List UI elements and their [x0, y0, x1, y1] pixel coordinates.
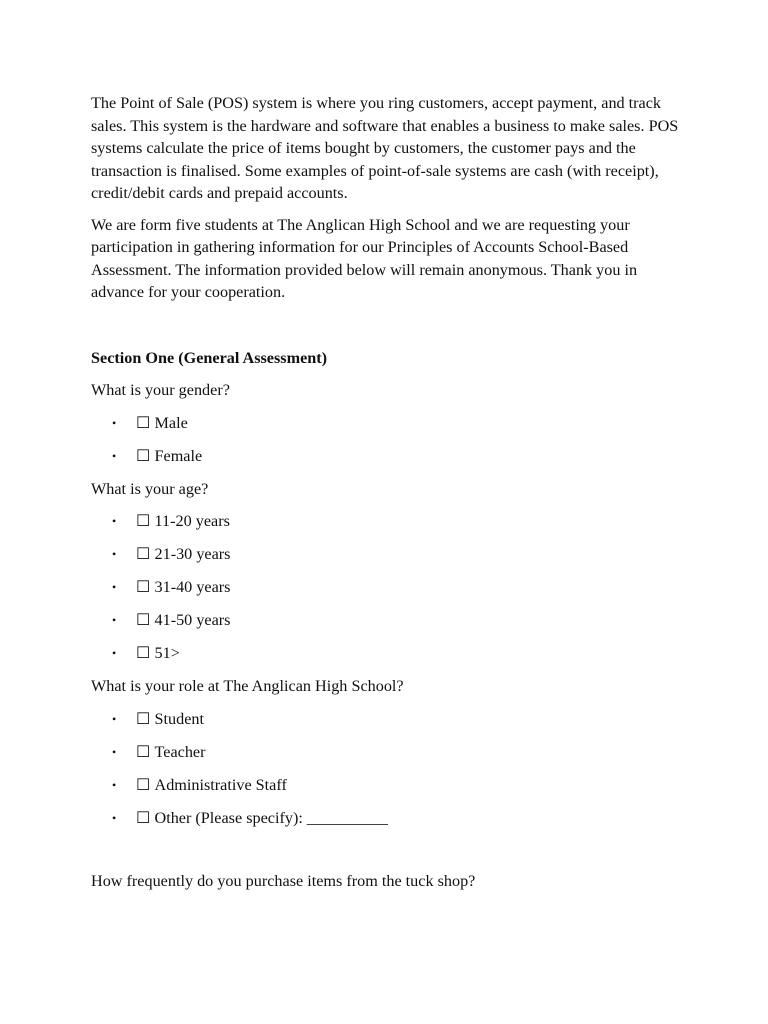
option-label: Administrative Staff — [154, 775, 287, 794]
role-option-other[interactable] — [91, 807, 691, 830]
gender-option-male[interactable] — [91, 412, 691, 435]
gender-options — [91, 412, 691, 468]
checkbox-icon[interactable]: ☐ — [136, 775, 151, 794]
role-option-student[interactable] — [91, 708, 691, 731]
document-page — [91, 92, 691, 902]
bullet-icon: • — [112, 448, 117, 463]
age-option-11-20[interactable] — [91, 510, 691, 533]
checkbox-icon[interactable]: ☐ — [136, 742, 151, 761]
age-question: What is your age? — [91, 479, 209, 498]
option-label: Other (Please specify): __________ — [154, 808, 388, 827]
bullet-icon: • — [112, 613, 117, 627]
option-label: Teacher — [154, 742, 206, 761]
intro-paragraph-1: The Point of Sale (POS) system is where you ring customers, accept payment, and track sales. This system is the hardware and software that enables a business to make sales. POS systems calculate the price of items bought by customers, the customer pays and the transaction is finalised. Some examples of point-of-sale systems are cash (with receipt), credit/debit cards and prepaid accounts. — [91, 94, 679, 202]
gender-option-female[interactable] — [91, 445, 691, 468]
bullet-icon: • — [112, 744, 117, 759]
checkbox-icon[interactable]: ☐ — [136, 512, 151, 530]
age-option-21-30[interactable] — [91, 543, 691, 566]
bullet-icon: • — [112, 777, 117, 792]
checkbox-icon[interactable]: ☐ — [136, 709, 151, 728]
age-option-41-50[interactable] — [91, 609, 691, 632]
checkbox-icon[interactable]: ☐ — [136, 578, 151, 596]
option-label: Female — [154, 446, 203, 465]
checkbox-icon[interactable]: ☐ — [136, 611, 151, 629]
age-option-51-plus[interactable] — [91, 642, 691, 665]
section-one-heading: Section One (General Assessment) — [91, 348, 328, 367]
checkbox-icon[interactable]: ☐ — [136, 644, 151, 662]
checkbox-icon[interactable]: ☐ — [136, 413, 151, 432]
checkbox-icon[interactable]: ☐ — [136, 446, 151, 465]
role-options — [91, 708, 691, 830]
bullet-icon: • — [112, 646, 117, 660]
option-label: Male — [154, 413, 188, 432]
frequency-question: How frequently do you purchase items from the tuck shop? — [91, 871, 476, 890]
bullet-icon: • — [112, 711, 117, 726]
option-label: 11-20 years — [154, 512, 230, 530]
bullet-icon: • — [112, 580, 117, 594]
option-label: Student — [154, 709, 204, 728]
option-label: 41-50 years — [154, 611, 231, 629]
role-option-admin-staff[interactable] — [91, 774, 691, 797]
option-label: 31-40 years — [154, 578, 231, 596]
bullet-icon: • — [112, 810, 117, 825]
gender-question: What is your gender? — [91, 381, 230, 399]
bullet-icon: • — [112, 415, 117, 430]
role-option-teacher[interactable] — [91, 741, 691, 764]
checkbox-icon[interactable]: ☐ — [136, 545, 151, 563]
option-label: 21-30 years — [154, 545, 231, 563]
checkbox-icon[interactable]: ☐ — [136, 808, 151, 827]
age-option-31-40[interactable] — [91, 576, 691, 599]
role-question: What is your role at The Anglican High School? — [91, 677, 404, 695]
option-label: 51> — [154, 644, 180, 662]
bullet-icon: • — [112, 514, 117, 528]
intro-paragraph-2: We are form five students at The Anglican High School and we are requesting your participation in gathering information for our Principles of Accounts School-Based Assessment. The information provided below will remain anonymous. Thank you in advance for your cooperation. — [91, 215, 638, 301]
age-options — [91, 510, 691, 665]
bullet-icon: • — [112, 547, 117, 561]
